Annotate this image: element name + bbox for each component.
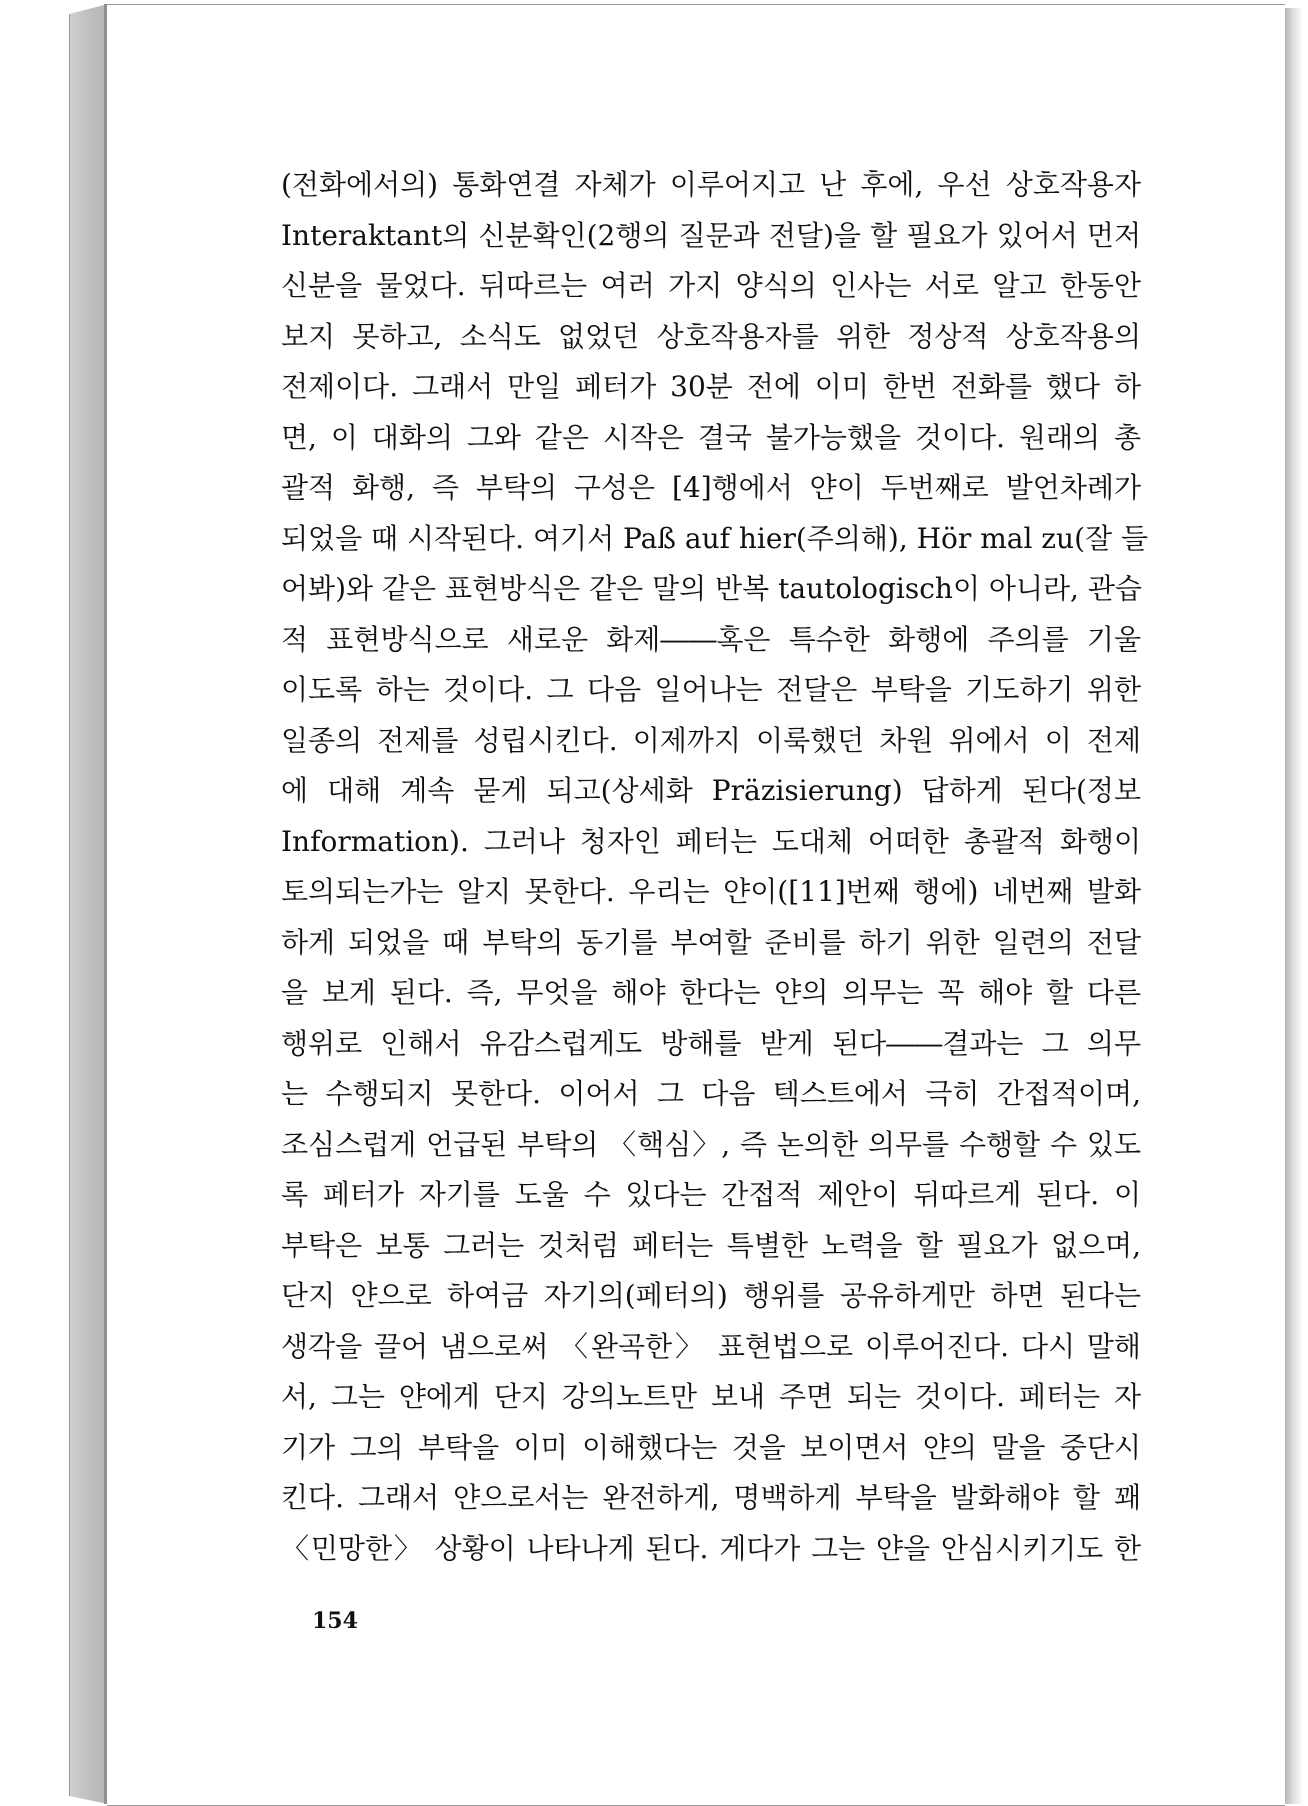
text-line: 토의되는가는 알지 못한다. 우리는 얀이([11]번째 행에) 네번째 발화: [281, 875, 1141, 908]
text-line: 을 보게 된다. 즉, 무엇을 해야 한다는 얀의 의무는 꼭 해야 할 다른: [281, 976, 1141, 1009]
text-line: 되었을 때 시작된다. 여기서 Paß auf hier(주의해), Hör mal zu(잘 들: [281, 521, 1149, 555]
text-line: 하게 되었을 때 부탁의 동기를 부여할 준비를 하기 위한 일련의 전달: [281, 925, 1141, 959]
page-number: 154: [312, 1608, 358, 1634]
text-line: Interaktant의 신분확인(2행의 질문과 전달)을 할 필요가 있어서 먼저: [281, 218, 1141, 252]
text-line: 적 표현방식으로 새로운 화제――혹은 특수한 화행에 주의를 기울: [281, 622, 1141, 656]
text-line: 면, 이 대화의 그와 같은 시작은 결국 불가능했을 것이다. 원래의 총: [281, 420, 1141, 454]
text-line: 생각을 끌어 냄으로써 〈완곡한〉 표현법으로 이루어진다. 다시 말해: [281, 1329, 1141, 1363]
page-shadow: [1285, 8, 1303, 1804]
text-line: (전화에서의) 통화연결 자체가 이루어지고 난 후에, 우선 상호작용자: [281, 168, 1141, 201]
text-line: 〈민망한〉 상황이 나타나게 된다. 게다가 그는 얀을 안심시키기도 한: [281, 1531, 1141, 1565]
text-line: 부탁은 보통 그러는 것처럼 페터는 특별한 노력을 할 필요가 없으며,: [281, 1228, 1141, 1262]
text-line: 는 수행되지 못한다. 이어서 그 다음 텍스트에서 극히 간접적이며,: [281, 1077, 1141, 1110]
text-line: 에 대해 계속 묻게 되고(상세화 Präzisierung) 답하게 된다(정보: [281, 774, 1141, 807]
text-line: 기가 그의 부탁을 이미 이해했다는 것을 보이면서 얀의 말을 중단시: [281, 1430, 1141, 1464]
text-line: 서, 그는 얀에게 단지 강의노트만 보내 주면 되는 것이다. 페터는 자: [281, 1380, 1141, 1413]
text-line: 이도록 하는 것이다. 그 다음 일어나는 전달은 부탁을 기도하기 위한: [281, 673, 1141, 706]
book-spine: [69, 4, 108, 1804]
text-line: 신분을 물었다. 뒤따르는 여러 가지 양식의 인사는 서로 알고 한동안: [281, 269, 1141, 302]
text-line: 일종의 전제를 성립시킨다. 이제까지 이룩했던 차원 위에서 이 전제: [281, 723, 1141, 757]
text-line: 전제이다. 그래서 만일 페터가 30분 전에 이미 한번 전화를 했다 하: [281, 370, 1141, 403]
text-line: 보지 못하고, 소식도 없었던 상호작용자를 위한 정상적 상호작용의: [281, 319, 1141, 353]
text-line: 괄적 화행, 즉 부탁의 구성은 [4]행에서 얀이 두번째로 발언차례가: [281, 471, 1141, 504]
text-line: 행위로 인해서 유감스럽게도 방해를 받게 된다――결과는 그 의무: [281, 1026, 1141, 1060]
text-line: 조심스럽게 언급된 부탁의 〈핵심〉, 즉 논의한 의무를 수행할 수 있도: [281, 1127, 1141, 1161]
text-line: 록 페터가 자기를 도울 수 있다는 간접적 제안이 뒤따르게 된다. 이: [281, 1178, 1141, 1211]
text-line: Information). 그러나 청자인 페터는 도대체 어떠한 총괄적 화행이: [281, 824, 1141, 858]
text-line: 킨다. 그래서 얀으로서는 완전하게, 명백하게 부탁을 발화해야 할 꽤: [281, 1481, 1141, 1514]
body-text: [281, 160, 1149, 1574]
text-line: 어봐)와 같은 표현방식은 같은 말의 반복 tautologisch이 아니라, 관습: [281, 572, 1142, 605]
text-line: 단지 얀으로 하여금 자기의(페터의) 행위를 공유하게만 하면 된다는: [281, 1279, 1141, 1312]
